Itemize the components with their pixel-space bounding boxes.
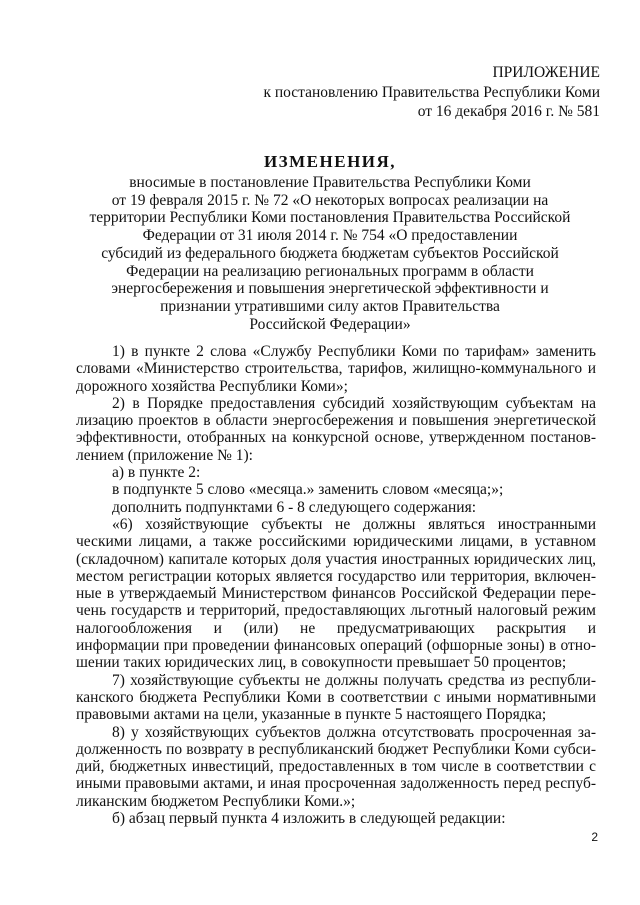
subtitle-line: признании утратившими силу актов Правительства	[160, 297, 500, 315]
body-line: (складочном) капитале которых доля участия иностранных юридических лиц,	[76, 550, 596, 568]
body-line: чень государств и территорий, предоставляющих льготный налоговый режим	[76, 602, 596, 620]
appendix-date-number: от 16 декабря 2016 г. № 581	[417, 103, 600, 120]
subtitle-line: Российской Федерации»	[249, 315, 411, 333]
document-body	[76, 343, 596, 827]
body-line: ческими лицами, а также российскими юридическими лицами, в уставном	[76, 533, 596, 551]
appendix-reference: к постановлению Правительства Республики Коми	[263, 83, 600, 101]
body-line: иными правовыми актами, и иная просроченная задолженность перед респуб-	[76, 775, 596, 793]
body-line: «6) хозяйствующие субъекты не должны являться иностранными	[112, 515, 596, 533]
body-line: эффективности, отобранных на конкурсной основе, утвержденном постанов-	[76, 429, 596, 447]
body-line: канского бюджета Республики Коми в соответствии с иными нормативными	[76, 688, 596, 706]
body-line: словами «Министерство строительства, тарифов, жилищно-коммунального и	[76, 360, 596, 378]
appendix-header	[263, 63, 600, 122]
body-line: шении таких юридических лиц, в совокупности превышает 50 процентов;	[76, 654, 567, 672]
body-line: 1) в пункте 2 слова «Службу Республики Коми по тарифам» заменить	[112, 343, 596, 360]
body-line: лизацию проектов в области энергосбережения и повышения энергетической	[76, 412, 596, 430]
body-line: информации при проведении финансовых операций (офшорные зоны) в отно-	[76, 637, 596, 655]
title-block	[60, 152, 600, 333]
body-line: б) абзац первый пункта 4 изложить в следующей редакции:	[112, 810, 506, 828]
body-line: в подпункте 5 слово «месяца.» заменить словом «месяца;»;	[112, 481, 504, 499]
subtitle-line: Федерации на реализацию региональных программ в области	[126, 262, 534, 280]
body-line: 7) хозяйствующие субъекты не должны получать средства из республи-	[112, 671, 596, 689]
body-line: дий, бюджетных инвестиций, предоставленных в том числе в соответствии с	[76, 758, 596, 776]
subtitle-line: энергосбережения и повышения энергетической эффективности и	[111, 280, 549, 298]
body-line: местом регистрации которых является государство или территория, включен-	[76, 567, 596, 585]
body-line: а) в пункте 2:	[112, 464, 201, 482]
subtitle-line: Федерации от 31 июля 2014 г. № 754 «О предоставлении	[142, 227, 518, 245]
body-line: дорожного хозяйства Республики Коми»;	[76, 377, 348, 395]
body-line: долженность по возврату в республиканский бюджет Республики Коми субси-	[76, 740, 596, 758]
body-line: дополнить подпунктами 6 - 8 следующего содержания:	[112, 498, 477, 516]
page-number: 2	[591, 830, 598, 844]
subtitle-line: субсидий из федерального бюджета бюджетам субъектов Российской	[101, 244, 559, 262]
subtitle-line: от 19 февраля 2015 г. № 72 «О некоторых вопросах реализации на	[111, 191, 549, 209]
body-line: ликанским бюджетом Республики Коми.»;	[76, 792, 356, 810]
body-line: ные в утверждаемый Министерством финансов Российской Федерации пере-	[76, 585, 596, 603]
body-line: лением (приложение № 1):	[76, 446, 253, 464]
subtitle-line: территории Республики Коми постановления Правительства Российской	[89, 209, 571, 227]
body-line: правовыми актами на цели, указанные в пункте 5 настоящего Порядка;	[76, 706, 547, 724]
subtitle-line: вносимые в постановление Правительства Республики Коми	[129, 174, 531, 191]
document-title: ИЗМЕНЕНИЯ,	[263, 152, 397, 171]
body-line: налогообложения и (или) не предусматривающих раскрытия и	[76, 619, 596, 637]
body-line: 2) в Порядке предоставления субсидий хозяйствующим субъектам на	[112, 394, 596, 412]
document-subtitle	[60, 174, 600, 333]
body-line: 8) у хозяйствующих субъектов должна отсутствовать просроченная за-	[112, 723, 596, 741]
appendix-label: ПРИЛОЖЕНИЕ	[492, 64, 600, 81]
